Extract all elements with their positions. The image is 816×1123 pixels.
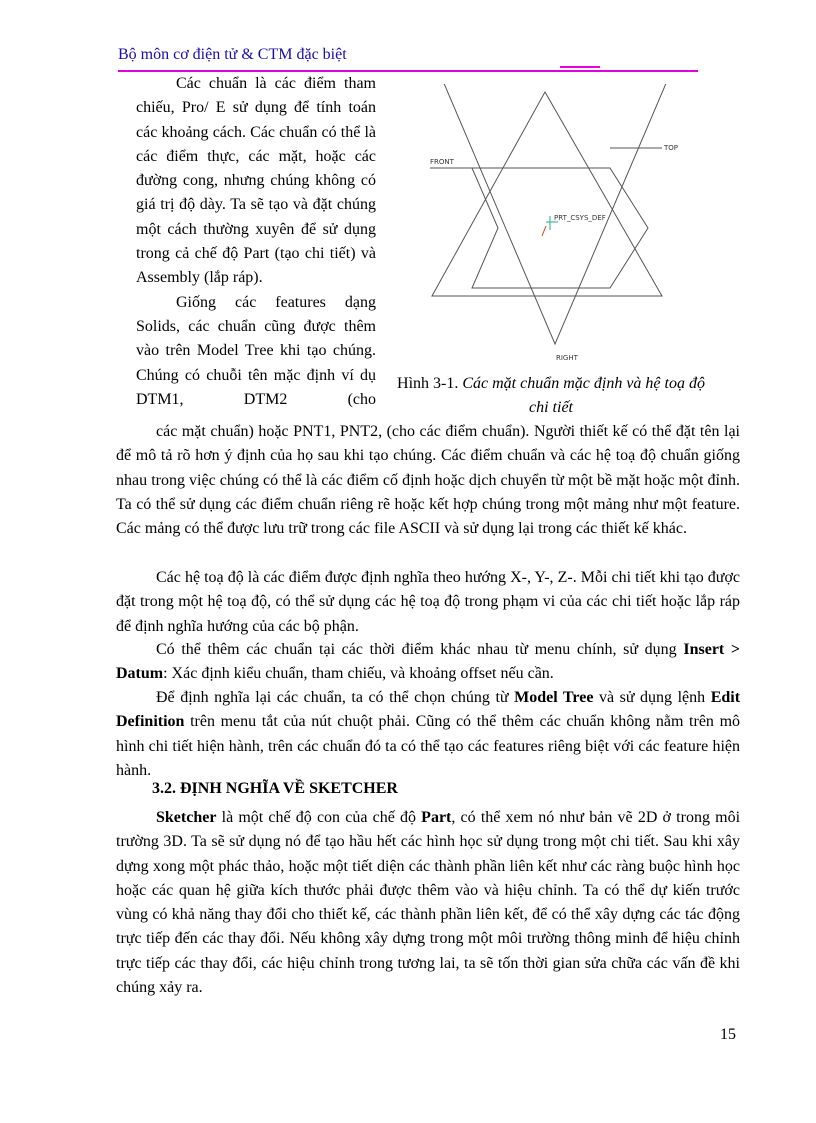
redefine-text-c: trên menu tắt của nút chuột phải. Cũng có thể thêm các chuẩn không nằm trên mô hình chi tiết hiện hành, trên các chuẩn đó ta có thể tạo các features riêng biệt với các feature hiện hành.	[116, 713, 741, 779]
sketcher-text-b: , có thể xem nó như bản vẽ 2D ở trong môi trường 3D. Ta sẽ sử dụng nó để tạo hầu hết các hình học sử dụng trong một chi tiết. Sau khi xây dựng xong một phác thảo, hoặc một tiết diện các thành phần liên kết như các ràng buộc hình học hoặc các quan hệ giữa kích thước phải được thêm vào và hiệu chỉnh. Ta có thể dự kiến trước vùng có khả năng thay đổi cho thiết kế, các thành phần liên kết, để có thể xây dựng các tác động trực tiếp đến các thay đổi. Nếu không xây dựng trong một môi trường thông minh để hiệu chỉnh trực tiếp các thay đổi, các hiệu chỉnh trong tương lai, ta sẽ tốn thời gian sửa chữa các vấn đề khi chúng xảy ra.	[116, 809, 741, 997]
left-paragraph-2: Giống các features dạng Solids, các chuẩn cũng được thêm vào trên Model Tree khi tạo chúng. Chúng có chuỗi tên mặc định ví dụ DTM1, DTM2 (cho	[136, 293, 376, 408]
caption-number: Hình 3-1.	[397, 375, 459, 392]
paragraph-insert-datum	[116, 638, 740, 687]
sketcher-term: Sketcher	[156, 809, 217, 826]
insert-datum-command: Insert > Datum	[116, 641, 741, 683]
insert-text-a: Có thể thêm các chuẩn tại các thời điểm khác nhau từ menu chính, sử dụng	[156, 641, 677, 658]
page-header	[118, 46, 347, 64]
header-title: Bộ môn cơ điện tử & CTM đặc biệt	[118, 46, 347, 63]
left-paragraph-1: Các chuẩn là các điểm tham chiếu, Pro/ E sử dụng để tính toán các khoảng cách. Các chuẩn có thể là các điểm thực, các mặt, hoặc các đường cong, nhưng chúng không có giá trị độ dày. Ta sẽ tạo và đặt chúng một cách thường xuyên để sử dụng trong cả chế độ Part (tạo chi tiết) và Assembly (lắp ráp).	[136, 75, 376, 287]
paragraph-coordinate-systems: Các hệ toạ độ là các điểm được định nghĩa theo hướng X-, Y-, Z-. Mỗi chi tiết khi tạo được đặt trong một hệ toạ độ, có thể sử dụng các hệ toạ độ trong phạm vi của các chi tiết hoặc lắp ráp để định nghĩa hướng của các bộ phận.	[116, 569, 740, 635]
paragraph-sketcher	[116, 806, 740, 1000]
header-rule-accent	[560, 66, 600, 68]
left-column	[136, 72, 376, 412]
datum-planes-drawing	[420, 84, 688, 368]
label-right: RIGHT	[556, 354, 578, 362]
datum-planes-figure	[420, 84, 688, 368]
insert-text-b: : Xác định kiểu chuẩn, tham chiếu, và khoảng offset nếu cần.	[163, 665, 554, 683]
edit-definition-command: Edit Definition	[116, 689, 741, 731]
caption-text: Các mặt chuẩn mặc định và hệ toạ độ chi tiết	[462, 375, 705, 416]
sketcher-text-a: là một chế độ con của chế độ	[221, 809, 416, 826]
label-csys: PRT_CSYS_DEF	[554, 214, 606, 222]
label-front: FRONT	[430, 158, 454, 166]
section-title: 3.2. ĐỊNH NGHĨA VỀ SKETCHER	[152, 780, 398, 797]
label-top: TOP	[664, 144, 679, 152]
redefine-text-b: và sử dụng lệnh	[598, 689, 706, 706]
paragraph-redefine	[116, 686, 740, 783]
part-term: Part	[421, 809, 452, 826]
page-number: 15	[720, 1026, 736, 1043]
model-tree-term: Model Tree	[514, 689, 594, 706]
top-plane-triangle-up	[432, 92, 662, 296]
redefine-text-a: Để định nghĩa lại các chuẩn, ta có thể chọn chúng từ	[156, 689, 509, 706]
front-plane-hexagon	[472, 168, 648, 288]
paragraph-datum-names: các mặt chuẩn) hoặc PNT1, PNT2, (cho các điểm chuẩn). Người thiết kế có thể đặt tên lại để mô tả rõ hơn ý định của họ sau khi tạo chúng. Các điểm chuẩn và các hệ toạ độ chuẩn giống nhau trong việc chúng có thể là các điểm cố định hoặc dịch chuyển từ một bề mặt hoặc một đỉnh. Ta có thể sử dụng các điểm chuẩn riêng rẽ hoặc kết hợp chúng trong một mảng như một feature. Các mảng có thể được lưu trữ trong các file ASCII và sử dụng lại trong các thiết kế khác.	[116, 423, 740, 538]
figure-caption	[388, 372, 714, 420]
